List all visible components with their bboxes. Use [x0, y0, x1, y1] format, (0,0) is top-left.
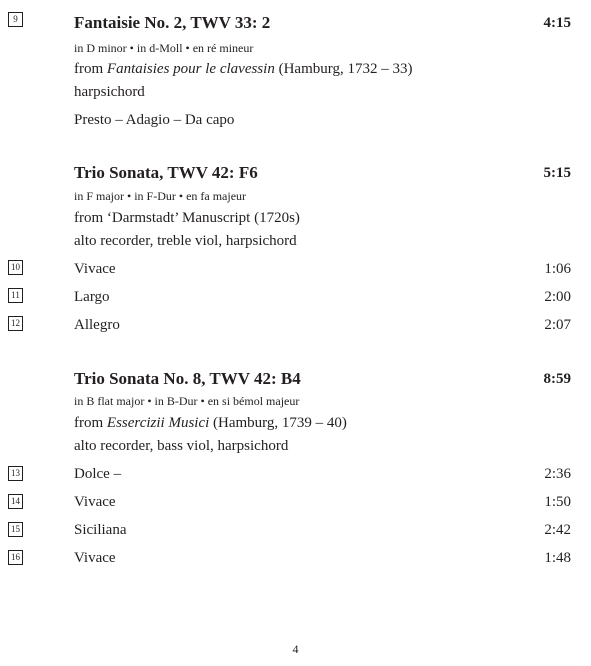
movement-duration: 2:07 — [544, 317, 571, 333]
movement-duration: 2:00 — [544, 289, 571, 305]
movement-name: Dolce – — [74, 466, 122, 482]
track-number-box: 9 — [8, 12, 23, 27]
track-number-box: 12 — [8, 316, 23, 331]
work-instruments: harpsichord — [74, 84, 145, 100]
work-source — [74, 415, 347, 432]
movement-duration: 1:50 — [544, 494, 571, 510]
movement-name: Vivace — [74, 494, 116, 510]
movement-duration: 1:48 — [544, 550, 571, 566]
movement-line: Presto – Adagio – Da capo — [74, 112, 235, 128]
track-number-box: 10 — [8, 260, 23, 275]
movement-name: Allegro — [74, 317, 120, 333]
movement-duration: 2:36 — [544, 466, 571, 482]
track-number-box: 13 — [8, 466, 23, 481]
page-number: 4 — [292, 642, 299, 656]
work-source: from ‘Darmstadt’ Manuscript (1720s) — [74, 210, 300, 226]
work-duration: 4:15 — [543, 15, 571, 31]
work-duration: 5:15 — [543, 165, 571, 181]
track-number-box: 11 — [8, 288, 23, 303]
work-key: in F major • in F-Dur • en fa majeur — [74, 189, 247, 203]
movement-name: Vivace — [74, 550, 116, 566]
work-title: Fantaisie No. 2, TWV 33: 2 — [74, 13, 271, 32]
movement-name: Vivace — [74, 261, 116, 277]
work-key: in B flat major • in B-Dur • en si bémol majeur — [74, 394, 300, 408]
movement-name: Largo — [74, 289, 110, 305]
track-number-box: 15 — [8, 522, 23, 537]
source-prefix: from — [74, 415, 107, 431]
work-source — [74, 61, 412, 78]
track-number-box: 14 — [8, 494, 23, 509]
work-title: Trio Sonata No. 8, TWV 42: B4 — [74, 369, 301, 388]
work-instruments: alto recorder, bass viol, harpsichord — [74, 438, 289, 454]
work-title: Trio Sonata, TWV 42: F6 — [74, 163, 258, 182]
work-key: in D minor • in d-Moll • en ré mineur — [74, 41, 254, 55]
source-title: Essercizii Musici — [106, 415, 210, 431]
work-instruments: alto recorder, treble viol, harpsichord — [74, 233, 297, 249]
source-prefix: from — [74, 61, 107, 77]
source-suffix: (Hamburg, 1732 – 33) — [274, 61, 413, 77]
movement-duration: 2:42 — [544, 522, 571, 538]
movement-name: Siciliana — [74, 522, 127, 538]
work-duration: 8:59 — [543, 371, 571, 387]
source-suffix: (Hamburg, 1739 – 40) — [209, 415, 347, 431]
track-number-box: 16 — [8, 550, 23, 565]
movement-duration: 1:06 — [544, 261, 571, 277]
source-title: Fantaisies pour le clavessin — [106, 61, 275, 77]
